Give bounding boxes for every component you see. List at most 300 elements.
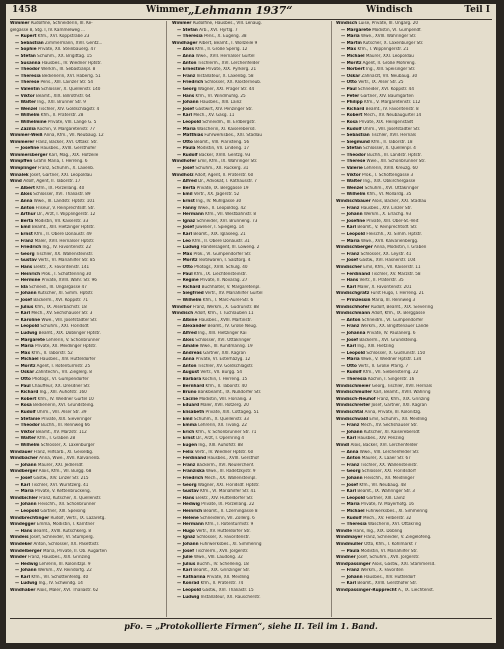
entry-details: Albert, Beamt., I. Wollzeile 9 <box>197 40 258 46</box>
entry-name: Wimmersberger <box>10 152 48 158</box>
entry-details: Mech., XV. Sechshauser Str. 3 <box>30 311 93 317</box>
directory-page <box>6 4 496 643</box>
entry-name: — Josef <box>15 297 33 303</box>
entry-details: Karl, Beamt., XVIII. Währing <box>372 390 431 396</box>
entry-name: — Leopold <box>15 508 40 514</box>
directory-entry <box>172 324 326 331</box>
directory-entry <box>10 443 160 450</box>
entry-name: — Albert <box>15 185 35 191</box>
entry-name: Wimmer <box>10 21 30 26</box>
directory-entry <box>336 252 490 259</box>
entry-details: Anna, Private, III. Kolonitzg. <box>363 410 422 416</box>
entry-name: — Georg <box>177 86 197 92</box>
entry-name: — Maria <box>341 357 360 363</box>
directory-entry <box>336 509 490 516</box>
entry-details: Schlosser, X. Favoritenstr. <box>195 535 250 541</box>
directory-entry <box>10 127 160 134</box>
entry-name: — Walter <box>15 436 36 442</box>
directory-entry <box>10 153 160 160</box>
entry-name: Windhör <box>172 304 192 310</box>
entry-name: — Stefan <box>177 27 198 33</box>
entry-details: Juwelier, I. Spiegelg. 14 <box>194 225 244 231</box>
directory-entry <box>336 179 490 186</box>
directory-entry <box>10 120 160 127</box>
entry-details: Wwe., III. Kundmanng. 19 <box>198 344 253 350</box>
entry-details: Josef, Schuhm., XVII. Jörgerstr. <box>355 555 420 561</box>
entry-details: Schuhm., XXI. Floridsdf. <box>39 324 90 330</box>
directory-entry <box>10 67 160 74</box>
directory-entry <box>10 496 160 503</box>
entry-name: — Konrad <box>177 581 200 587</box>
directory-entry <box>336 34 490 41</box>
entry-details: Tischler, XV. Märzstr. 58 <box>370 271 421 277</box>
entry-details: Mech., XV. Sechshauser Str. <box>359 423 418 429</box>
entry-details: Kfm., II. Große Sperlg. 12 <box>193 47 248 53</box>
entry-details: Kfm., VII. Westbahnstr. 8 <box>203 212 257 218</box>
entry-name: — Johanna <box>341 330 366 336</box>
directory-entry <box>336 364 490 371</box>
entry-name: — Hedwig <box>177 502 200 508</box>
directory-entry <box>172 54 326 61</box>
directory-entry <box>10 159 160 166</box>
entry-details: Chauffeur, XX. Dresdner Str. <box>30 383 91 389</box>
entry-details: Ing., XIII. Hietzing <box>356 344 394 350</box>
entry-name: — Eduard <box>177 403 200 409</box>
entry-name: — Anna <box>177 53 195 59</box>
entry-details: Vertr., XX. Jägerstr. 52 <box>192 192 240 198</box>
entry-name: — Wilhelm <box>341 192 366 198</box>
entry-name: — Walter <box>15 100 36 106</box>
entry-details: Köchin, I. Singerstr. 16 <box>366 377 415 383</box>
directory-entry <box>10 80 160 87</box>
entry-name: — Johann <box>341 574 363 580</box>
entry-name: Windbacher <box>10 456 38 462</box>
directory-entry <box>10 562 160 569</box>
directory-entry <box>336 450 490 457</box>
entry-name: — Rudolf <box>341 126 362 132</box>
entry-name: — Bruno <box>177 390 197 396</box>
entry-details: Gastw., XVI. Hasnerstr. 104 <box>358 258 416 264</box>
entry-name: — Leopold <box>341 232 366 237</box>
entry-details: Private, IV. Paulanerg. 6 <box>365 330 416 336</box>
entry-details: Rudolf, Vertr., IX. Lazaretg. <box>49 515 106 521</box>
directory-entry <box>336 258 490 265</box>
entry-details: Wwe., VIII. Josefstädter Str. <box>40 317 98 323</box>
entry-details: Private, XII. Meidlinger Hptstr. <box>33 344 97 350</box>
entry-name: — Emil <box>177 416 193 422</box>
directory-entry <box>10 588 160 595</box>
directory-entry <box>336 107 490 114</box>
entry-details: Mech., XV. Felberstr. 32 <box>361 515 412 521</box>
entry-name: — Oskar <box>341 73 361 79</box>
header-rule <box>10 19 492 20</box>
entry-name: — Anton <box>341 317 361 323</box>
directory-entry <box>10 199 160 206</box>
entry-details: Buchhalter, V. Margaretenpl. <box>200 284 261 290</box>
entry-details: Schlosser, X. Laxenburger <box>39 443 95 448</box>
entry-name: — Paula <box>341 548 360 554</box>
entry-details: Modistin, VIII. Florianig. 3 <box>197 396 252 402</box>
entry-details: Private, XIX. Pyrkerg. 21 <box>204 67 257 73</box>
directory-entry <box>10 575 160 582</box>
entry-name: — Maria <box>341 238 360 244</box>
entry-details: Bäckerm., XVI. Grundsteing. <box>358 337 418 343</box>
entry-name: — Leopold <box>15 324 40 330</box>
entry-details: Beamt., VIII. Piaristeng. 56 <box>192 139 250 145</box>
entry-details: Schlosser, X. Quellenpl. 4 <box>361 146 416 152</box>
directory-entry <box>336 285 490 292</box>
directory-entry <box>336 54 490 61</box>
directory-entry <box>336 232 490 239</box>
directory-entry <box>10 542 160 549</box>
directory-entry <box>10 245 160 252</box>
directory-entry <box>10 529 160 536</box>
entry-details: Vertr., XV. Mariahilfer Gürtel <box>203 291 263 297</box>
entry-name: — Wilhelm <box>177 297 202 303</box>
entry-name: — Philipp <box>341 100 363 106</box>
directory-entry <box>172 285 326 292</box>
entry-details: Mech., XV. Neubaugürtel 14 <box>362 113 422 119</box>
entry-details: Wwe., XVIII. Währinger Str. <box>359 34 417 40</box>
entry-details: Beamt., IX. Währinger Str. 3 <box>356 489 415 495</box>
entry-details: Schneidm., III. Erdbergstr. <box>201 119 256 125</box>
entry-name: — Julius <box>177 561 196 567</box>
directory-entry <box>172 265 326 272</box>
entry-details: Beamt., IV. Große Neug. <box>206 324 258 330</box>
entry-details: Tischler, XVI. Wurlitzerg. 41 <box>30 482 89 488</box>
entry-details: Beamt., IV. Favoritenstr. 8 <box>364 106 419 112</box>
directory-entry <box>10 403 160 410</box>
entry-details: Dr., Advokat, I. Rathausstr. 7 <box>196 179 257 185</box>
directory-entry <box>336 291 490 298</box>
directory-entry <box>172 133 326 140</box>
entry-details: Uhrm., VIII. Josefstädter Str. <box>361 126 421 132</box>
entry-details: Franz, Kfm., XIX. Grinzing <box>375 396 430 402</box>
entry-name: — Alexander <box>177 324 207 330</box>
entry-name: — Alfred <box>177 179 197 185</box>
entry-details: Kfm., VI. Mariahilfer Str. 41 <box>198 489 256 495</box>
entry-name: — Johann <box>341 429 363 435</box>
entry-details: Karl, Mag., XIX. Hofzeile <box>47 152 99 158</box>
directory-entry <box>336 219 490 226</box>
entry-details: Schneid., III. Ungargasse 47 <box>27 284 87 290</box>
entry-details: Wwe., XII. Schönbrunner Str. <box>365 159 426 165</box>
entry-details: Agent, II. Große Mohreng. <box>361 60 416 66</box>
entry-details: Fleischh., XII. Meidlinger <box>362 475 415 481</box>
entry-details: Kfm., IX. Liechtensteinstr. <box>192 271 247 277</box>
directory-entry <box>172 67 326 74</box>
entry-name: — Friedrich <box>177 80 204 86</box>
entry-name: — Katharina <box>177 574 206 580</box>
entry-name: — Peter <box>341 93 360 99</box>
column-divider <box>331 21 332 617</box>
directory-entry <box>172 179 326 186</box>
entry-details: Buchh., IV. Schelleing. 18 <box>195 561 249 567</box>
entry-name: — Anton <box>177 363 197 369</box>
entry-name: Windmayer <box>336 535 363 541</box>
entry-details: Schlosser, XXI. Floridsdorf <box>360 469 416 475</box>
entry-details: Ing., XIII. Auhofstr. 160 <box>38 390 87 396</box>
entry-name: — Franz <box>341 423 360 429</box>
entry-details: Alois, Bäcker, XXI. Stadlau <box>370 199 427 205</box>
entry-details: Kfm., VII. Siebensterng. 22 <box>361 370 419 376</box>
directory-entry <box>336 397 490 404</box>
entry-details: Kfm., I. Wipplingerstr. 21 <box>356 47 409 53</box>
entry-name: — Robert <box>15 396 37 402</box>
entry-name: — Leopold <box>341 350 366 356</box>
entry-name: — Franziska <box>177 469 205 475</box>
directory-entry <box>336 384 490 391</box>
entry-details: Schneiderin, VII. Zollerg. 6 <box>198 515 255 521</box>
entry-name: — Josef <box>177 548 195 554</box>
directory-entry <box>10 436 160 443</box>
directory-entry <box>336 390 490 397</box>
entry-name: — Anton <box>341 456 361 462</box>
entry-details: Schuhm., X. Quellenstr. 33 <box>192 416 249 422</box>
entry-name: — Hans <box>177 93 195 99</box>
entry-details: Elektr., X. Favoritenstr. 141 <box>32 264 90 270</box>
entry-details: Kfm., II. Taborstr. 18 <box>369 139 413 145</box>
entry-name: — Johann <box>15 568 37 574</box>
entry-name: Windischberger <box>336 245 373 251</box>
entry-details: Werkm., III. Sebastianpl. 8 <box>39 67 96 73</box>
entry-name: Windholz <box>172 172 194 178</box>
entry-details: Emil, Kfm., VII. Kaiserstr. 11 <box>362 264 421 270</box>
directory-entry <box>172 272 326 279</box>
entry-details: Tischler, XX. Wallensteinstr. <box>359 462 418 468</box>
entry-details: Photogr., VI. Gumpendorfer <box>30 377 89 383</box>
directory-entry <box>172 568 326 575</box>
entry-name: — Hans <box>15 528 33 534</box>
entry-details: Rudolfine, Schneiderin, III. Ke- <box>29 21 93 26</box>
entry-details: Tischler, XV. Goldschlagstr. <box>196 363 254 369</box>
entry-name: — Norbert <box>341 67 365 73</box>
directory-entry <box>336 199 490 206</box>
directory-entry <box>336 298 490 305</box>
directory-entry <box>10 344 160 351</box>
entry-details: Kfm., II. Taborstr. 52 <box>30 350 73 356</box>
entry-name: — Cäcilie <box>177 396 198 402</box>
entry-name: — Ludwig <box>177 594 200 600</box>
entry-name: — Sophie <box>15 47 37 53</box>
directory-entry <box>10 34 160 41</box>
entry-name: — Karl <box>341 225 357 231</box>
entry-details: Köchin, I. Herreng. 15 <box>201 377 248 383</box>
entry-name: — Helene <box>177 515 199 521</box>
entry-name: Windeker <box>10 541 33 547</box>
entry-name: — Erich <box>177 429 195 435</box>
directory-entry <box>172 384 326 391</box>
entry-name: — Max <box>341 47 357 53</box>
entry-details: Private, XII. Meidling <box>205 574 250 580</box>
entry-name: — Anna <box>15 199 33 205</box>
entry-details: Kfm., II. Praterstr. 28 <box>39 113 84 119</box>
entry-details: Vertr., XV. Hütteldorfer Str. <box>194 528 251 534</box>
entry-name: — Oskar <box>15 370 35 376</box>
entry-details: Kfm., VII. Schottenfeldg. 40 <box>30 574 89 580</box>
entry-name: — Friedrich <box>15 245 42 251</box>
directory-entry <box>172 153 326 160</box>
entry-name: — Otto <box>341 80 357 86</box>
directory-entry <box>10 463 160 470</box>
entry-name: — Theodor <box>15 423 40 429</box>
entry-details: gelgasse 8, Stg. I, IV. Kammelweg ... <box>10 27 86 33</box>
directory-entry <box>172 522 326 529</box>
directory-entry <box>172 549 326 556</box>
entry-details: Schlosser, X. Quellenstr. 140 <box>39 86 101 92</box>
directory-entry <box>336 417 490 424</box>
directory-entry <box>172 370 326 377</box>
entry-name: — Valentin <box>15 86 40 92</box>
entry-details: Wwe., VIII. Laudong. 32 <box>192 555 243 561</box>
entry-details: Ing., XIX. Obkirchergasse <box>362 179 416 185</box>
directory-entry <box>336 278 490 285</box>
entry-name: — Margarete <box>341 27 371 33</box>
directory-entry <box>172 159 326 166</box>
entry-details: Rudolf, Beamt., XIX. Sievering <box>369 304 433 310</box>
directory-entry <box>10 232 160 239</box>
directory-entry <box>10 305 160 312</box>
entry-details: Tischler, XVII. Hernals <box>369 133 417 139</box>
entry-name: — Emil <box>15 225 31 231</box>
directory-entry <box>172 483 326 490</box>
entry-name: — Matthias <box>177 133 204 139</box>
entry-details: Private, V. Kettenbrückeng. <box>33 489 91 495</box>
directory-entry <box>172 542 326 549</box>
entry-name: — Theodor <box>15 67 40 73</box>
entry-details: Ing., XIII. Auhofstr. 88 <box>197 443 243 448</box>
entry-name: Windischreiter <box>336 403 371 409</box>
entry-name: Windischwald <box>336 416 369 422</box>
entry-name: Windauer <box>10 449 33 455</box>
entry-details: Anton, Schlosser, XX. Pasettistr. <box>32 541 100 547</box>
entry-name: — Leopold <box>177 588 202 594</box>
entry-name: — Leopold <box>177 119 202 125</box>
entry-details: Vertr., VII. Burgg. 54 <box>199 370 243 376</box>
directory-entry <box>10 87 160 94</box>
directory-entry <box>336 588 490 595</box>
entry-details: Prok., VI. Gumpendorfer Str. <box>192 251 252 257</box>
directory-entry <box>10 522 160 529</box>
entry-details: Fuhrwerksbes., XI. Simmering <box>198 541 262 547</box>
directory-entry <box>10 417 160 424</box>
entry-name: Windischtal <box>336 410 364 416</box>
entry-details: Franz, Schuhm., X. Laxenb. <box>36 166 95 172</box>
entry-name: — Michael <box>341 53 365 59</box>
entry-details: Fleischh., XII. Schönbrunner <box>36 502 96 508</box>
entry-name: — Ferdinand <box>177 456 207 462</box>
entry-name: — Richard <box>177 284 201 290</box>
entry-details: Mech., XV. Gasg. 11 <box>192 113 235 119</box>
entry-name: Windbrechtinger <box>10 515 50 521</box>
directory-entry <box>172 476 326 483</box>
entry-name: — Theresia <box>341 522 367 528</box>
header-abbrev: Wimmer <box>146 5 189 15</box>
footer-rule <box>10 618 492 619</box>
directory-entry <box>10 54 160 61</box>
directory-entry <box>336 338 490 345</box>
entry-name: — Alois <box>177 337 194 343</box>
directory-entry <box>10 47 160 54</box>
entry-details: Emil, Schuhm., XII. Meidling <box>368 416 428 422</box>
entry-name: — Siegfried <box>177 291 204 297</box>
directory-entry <box>172 502 326 509</box>
entry-name: — Max <box>177 251 193 257</box>
entry-details: Hausbes., XVIII. Gersthof <box>206 456 259 462</box>
entry-details: Georg, Tischler, XVII. Hernals <box>370 383 432 389</box>
entry-details: Vertr., IX. Alser Str. 25 <box>356 80 404 86</box>
entry-name: Wimplinger <box>10 166 37 172</box>
entry-details: Josef, Gärtner, XXI. Kagran <box>370 403 427 409</box>
entry-details: Schlosser, XVI. Ottakringer <box>193 337 251 343</box>
directory-entry <box>172 555 326 562</box>
entry-details: Schuhm., XX. Brigittag. 15 <box>35 53 92 59</box>
entry-details: Private, XIX. Cottageg. 51 <box>204 410 259 416</box>
entry-name: Windmüller <box>336 541 363 547</box>
directory-entry <box>336 516 490 523</box>
directory-entry <box>10 265 160 272</box>
entry-name: — Maria <box>341 34 360 40</box>
entry-details: Maria, III. Rennweg 3 <box>370 297 416 303</box>
entry-name: Windegger <box>10 522 36 528</box>
directory-entry <box>336 87 490 94</box>
entry-details: Vertr., IV. Wiedner Hptstr. 60 <box>193 449 254 455</box>
entry-name: — Rudolf <box>15 410 36 416</box>
entry-details: Lehrerin, III. Kolonitzpl. 9 <box>38 561 91 567</box>
entry-details: Kfm., IV. Wiedner Gürtel 10 <box>36 396 94 402</box>
directory-entry <box>172 278 326 285</box>
directory-entry <box>172 41 326 48</box>
entry-name: — Karl <box>177 232 193 237</box>
directory-entry <box>172 305 326 312</box>
entry-details: Modistin, VII. Lindeng. 17 <box>195 146 250 152</box>
entry-name: — Georg <box>177 482 197 488</box>
entry-name: — Karoline <box>15 317 41 323</box>
directory-entry <box>336 80 490 87</box>
directory-entry <box>172 34 326 41</box>
directory-entry <box>336 173 490 180</box>
entry-name: — Therese <box>341 159 366 165</box>
entry-name: — Ludwig <box>15 581 38 587</box>
entry-name: — Georg <box>341 469 361 475</box>
entry-details: Schlosser, XX. Klosterneub. <box>203 80 262 86</box>
entry-name: — Ernst <box>177 436 195 442</box>
entry-details: Private, XII. Steinbauerg. 47 <box>36 47 96 53</box>
entry-details: Mech., XX. Wallensteinpl. <box>203 475 257 481</box>
entry-name: — Hermine <box>15 278 41 284</box>
entry-details: Kfm., VI. Mollardg. 35 <box>365 192 412 198</box>
directory-entry <box>172 351 326 358</box>
entry-details: Fürst Hugo, I. Herreng. 21 <box>369 291 425 297</box>
directory-entry <box>336 456 490 463</box>
directory-entry <box>10 489 160 496</box>
entry-details: Franz, Hilfsarb., XI. Geiselbg. <box>32 449 94 455</box>
running-word: Windisch <box>366 5 413 15</box>
directory-entry <box>336 436 490 443</box>
entry-details: Wwe., III. Landstr. Hptstr. 101 <box>32 199 95 205</box>
entry-name: Wind <box>10 179 22 185</box>
directory-entry <box>172 94 326 101</box>
directory-entry <box>172 80 326 87</box>
directory-entry <box>336 120 490 127</box>
entry-name: — Karl <box>341 436 357 442</box>
entry-details: Zahntechn., VII. Zieglerg. 8 <box>34 370 92 376</box>
entry-name: — Leo <box>177 238 191 244</box>
entry-details: Luise, Private, III. Ungarg. 20 <box>357 21 419 26</box>
entry-details: Franz, Kutscher, X. Quellenstr. <box>37 495 102 501</box>
entry-details: A., IX. Liechtenst. <box>396 588 435 594</box>
directory-entry <box>336 410 490 417</box>
